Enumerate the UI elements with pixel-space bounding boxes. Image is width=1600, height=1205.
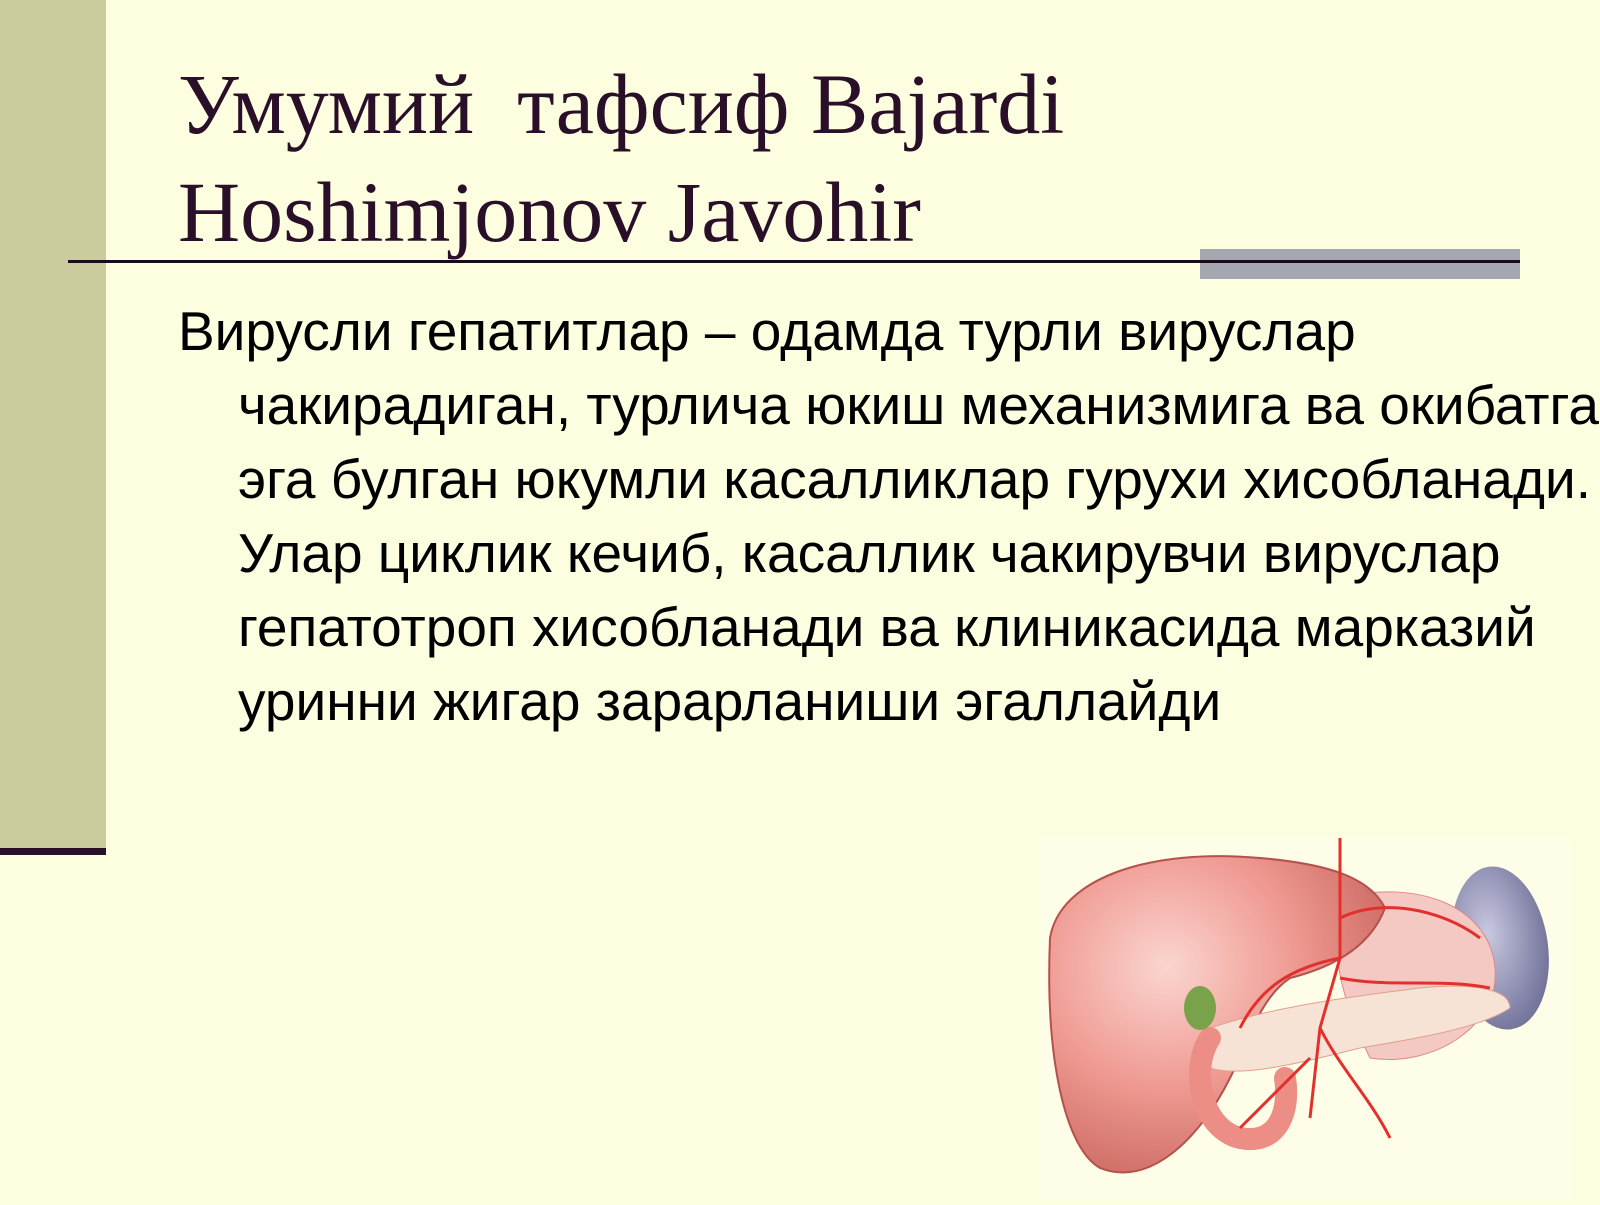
slide-title	[178, 50, 1478, 266]
slide-body-text: Вирусли гепатитлар – одамда турли вируслар чакирадиган, турлича юкиш механизмига ва окибатга эга булган юкумли касалликлар гурухи хисобланади. Улар циклик кечиб, касаллик чакирувчи вируслар гепатотроп хисобланади ва клиникасида марказий уринни жигар зарарланиши эгаллайди	[178, 300, 1599, 732]
left-decor-bar-edge	[0, 848, 106, 855]
left-decor-bar	[0, 0, 106, 848]
title-divider	[68, 260, 1520, 263]
liver-illustration-icon	[1040, 838, 1570, 1200]
slide-title-line1: Умумий тафсиф Bajardi	[178, 56, 1065, 152]
title-accent-bar	[1200, 249, 1520, 279]
slide-title-line2: Hoshimjonov Javohir	[178, 164, 921, 260]
liver-anatomy-image	[1040, 838, 1570, 1200]
